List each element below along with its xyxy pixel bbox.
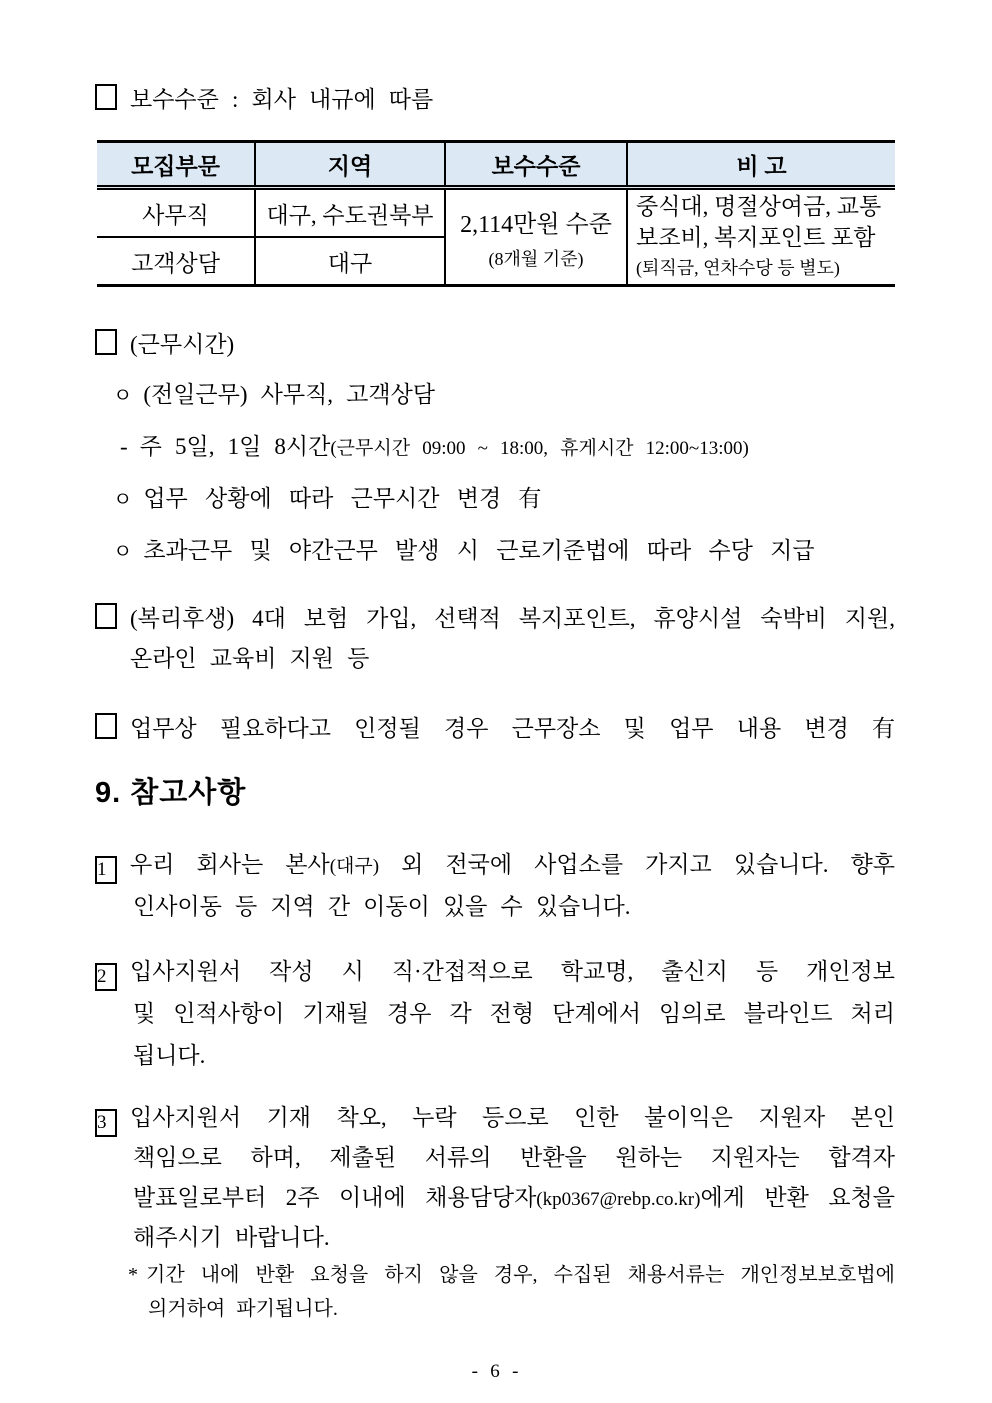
cell-region-office: 대구, 수도권북부: [255, 188, 445, 238]
cell-pay-level: [445, 188, 627, 286]
change-notice-line: [95, 713, 895, 741]
footnote-line1: [128, 1262, 895, 1288]
compensation-table: [97, 140, 895, 287]
worktime-item-overtime: [113, 537, 895, 565]
remark-line: 보조비, 복지포인트 포함: [636, 225, 876, 250]
worktime-title-line: [95, 329, 895, 357]
worktime-hours-detail: (근무시간 09:00 ~ 18:00, 휴게시간 12:00~13:00): [330, 438, 749, 459]
reference-item-2: [95, 958, 895, 1070]
worktime-item-change: [113, 485, 895, 513]
boxed-number-icon: 3: [95, 1109, 117, 1137]
worktime-title: (근무시간): [130, 332, 235, 357]
pay-basis: (8개월 기준): [488, 248, 584, 269]
welfare-line1: [95, 603, 895, 631]
cell-region-counsel: 대구: [255, 237, 445, 285]
welfare-line2: [130, 645, 895, 673]
welfare-text2: 온라인 교육비 지원 등: [130, 646, 370, 671]
worktime-hours-main: 주 5일, 1일 8시간: [139, 434, 331, 459]
section-heading-reference: 9. 참고사항: [95, 777, 247, 809]
item2-text: 입사지원서 작성 시 직·간접적으로 학교명, 출신지 등 개인정보: [130, 959, 895, 984]
item3-text: 발표일로부터 2주 이내에 채용담당자: [133, 1185, 537, 1210]
cell-category-office: 사무직: [97, 188, 255, 238]
item3-email: (kp0367@rebp.co.kr): [536, 1189, 701, 1210]
item2-line3: 됩니다.: [133, 1043, 206, 1068]
header-pay-level: 보수수준: [445, 142, 627, 188]
footnote: [128, 1262, 895, 1322]
item1-text: 우리 회사는 본사: [130, 852, 330, 877]
checkbox-icon: [95, 329, 117, 355]
item3-line4: 해주시기 바랍니다.: [133, 1225, 330, 1250]
item3-text: 에게 반환 요청을: [700, 1185, 895, 1210]
page-number: - 6 -: [471, 1361, 519, 1382]
worktime-item-hours: [120, 433, 895, 461]
asterisk-icon: *: [128, 1264, 138, 1286]
checkbox-icon: [95, 603, 117, 629]
welfare-text1: (복리후생) 4대 보험 가입, 선택적 복지포인트, 휴양시설 숙박비 지원,: [130, 606, 895, 631]
worktime-item-overtime-text: 초과근무 및 야간근무 발생 시 근로기준법에 따라 수당 지급: [143, 538, 815, 563]
boxed-number-icon: 1: [95, 856, 117, 884]
table-header-row: [97, 142, 895, 188]
header-remarks: 비 고: [627, 142, 895, 188]
header-recruit-field: 모집부문: [97, 142, 255, 188]
boxed-number-icon: 2: [95, 963, 117, 991]
remark-line: 중식대, 명절상여금, 교통: [636, 194, 882, 219]
worktime-item-change-text: 업무 상황에 따라 근무시간 변경 有: [143, 486, 542, 511]
worktime-item-fulltime-text: (전일근무) 사무직, 고객상담: [143, 382, 436, 407]
item1-text: 외 전국에 사업소를 가지고 있습니다. 향후: [379, 852, 895, 877]
item3-text: 입사지원서 기재 착오, 누락 등으로 인한 불이익은 지원자 본인: [130, 1105, 895, 1130]
footnote-text1: 기간 내에 반환 요청을 하지 않을 경우, 수집된 채용서류는 개인정보보호법에: [146, 1264, 895, 1286]
checkbox-icon: [95, 84, 117, 110]
circle-bullet-icon: ㅇ: [113, 541, 133, 563]
item1-line2: 인사이동 등 지역 간 이동이 있을 수 있습니다.: [133, 894, 631, 919]
header-region: 지역: [255, 142, 445, 188]
pay-amount: 2,114만원 수준: [460, 211, 612, 238]
change-notice-text: 업무상 필요하다고 인정될 경우 근무장소 및 업무 내용 변경 有: [130, 716, 895, 741]
item2-line1: [95, 958, 895, 986]
item3-line3: [133, 1184, 895, 1212]
cell-category-counsel: 고객상담: [131, 250, 220, 276]
footnote-line2: 의거하여 파기됩니다.: [148, 1298, 338, 1320]
checkbox-icon: [95, 713, 117, 739]
pay-title-line: [95, 84, 895, 112]
reference-item-3: [95, 1104, 895, 1252]
item2-line2: 및 인적사항이 기재될 경우 각 전형 단계에서 임의로 블라인드 처리: [133, 1001, 895, 1026]
table-row: [97, 188, 895, 238]
worktime-item-fulltime: [113, 381, 895, 409]
circle-bullet-icon: ㅇ: [113, 489, 133, 511]
cell-remarks: [627, 188, 895, 286]
item3-line2: 책임으로 하며, 제출된 서류의 반환을 원하는 지원자는 합격자: [133, 1145, 895, 1170]
item1-line1: [95, 851, 895, 879]
pay-title: 보수수준 : 회사 내규에 따름: [130, 87, 434, 112]
reference-item-1: [95, 851, 895, 921]
item1-small: (대구): [329, 856, 380, 877]
circle-bullet-icon: ㅇ: [113, 385, 133, 407]
remark-small: (퇴직금, 연차수당 등 별도): [636, 258, 840, 278]
item3-line1: [95, 1104, 895, 1132]
dash-bullet-icon: -: [120, 434, 128, 459]
